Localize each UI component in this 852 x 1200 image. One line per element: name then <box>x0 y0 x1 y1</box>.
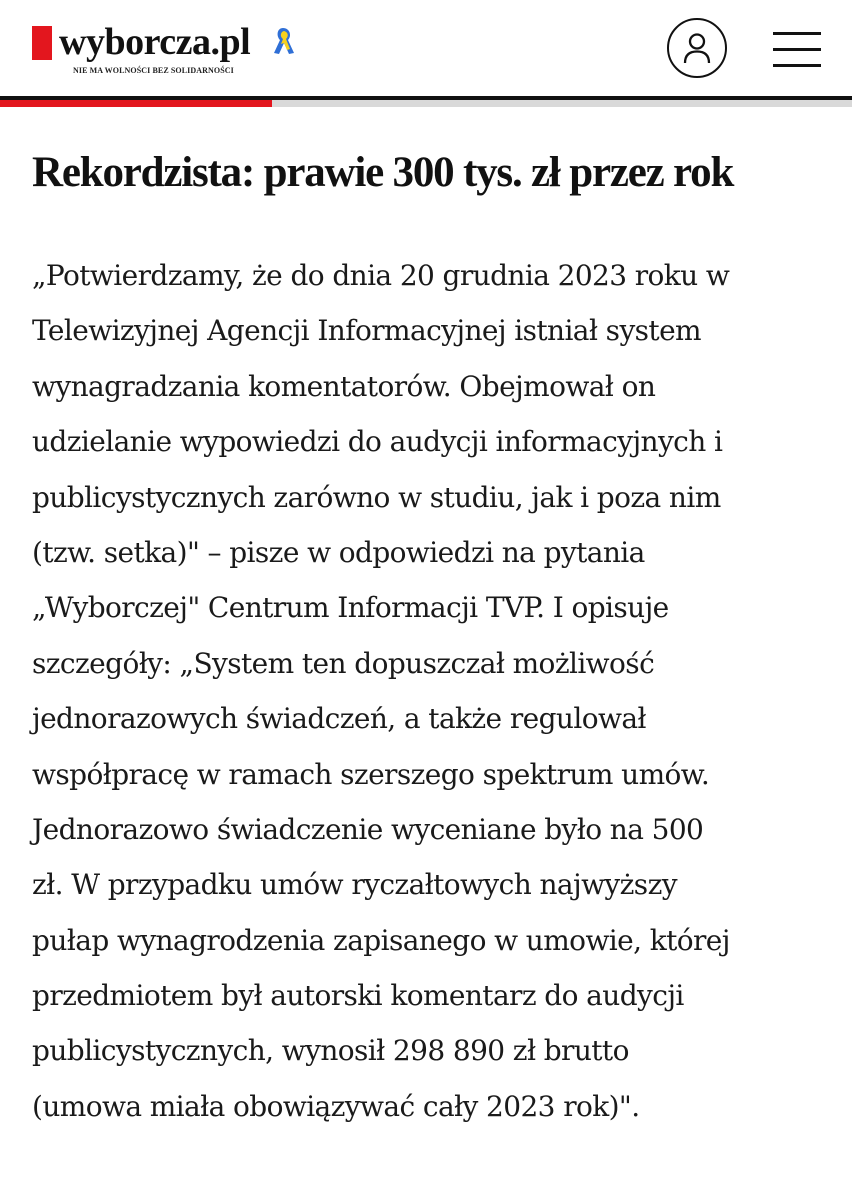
article-line: przedmiotem był autorski komentarz do audycji <box>32 979 684 1013</box>
section-accent-bar <box>0 100 272 107</box>
account-button[interactable] <box>667 18 727 78</box>
article-line: zł. W przypadku umów ryczałtowych najwyższy <box>32 868 677 902</box>
user-account-icon <box>680 31 714 65</box>
article-headline: Rekordzista: prawie 300 tys. zł przez rok <box>32 149 734 196</box>
article-line: współpracę w ramach szerszego spektrum umów. <box>32 757 710 791</box>
article-line: (umowa miała obowiązywać cały 2023 rok)". <box>32 1089 640 1123</box>
article-line: szczegóły: „System ten dopuszczał możliwość <box>32 646 655 680</box>
hamburger-menu-button[interactable] <box>773 32 821 68</box>
ukraine-ribbon-icon <box>271 26 297 56</box>
logo-wordmark: wyborcza.pl <box>59 21 251 63</box>
article-line: jednorazowych świadczeń, a także regulował <box>32 702 646 736</box>
article-line: publicystycznych zarówno w studiu, jak i poza nim <box>32 480 721 514</box>
hamburger-menu-icon <box>773 48 821 51</box>
article-line: Telewizyjnej Agencji Informacyjnej istniał system <box>32 314 702 348</box>
article-line: udzielanie wypowiedzi do audycji informacyjnych i <box>32 425 723 459</box>
logo-red-bar <box>32 26 52 60</box>
article-line: wynagradzania komentatorów. Obejmował on <box>32 369 656 403</box>
article-line: „Wyborczej" Centrum Informacji TVP. I opisuje <box>32 591 669 625</box>
section-accent-track <box>272 100 852 107</box>
article-body <box>32 248 832 1134</box>
article-line: publicystycznych, wynosił 298 890 zł brutto <box>32 1034 629 1068</box>
hamburger-menu-icon <box>773 32 821 35</box>
hamburger-menu-icon <box>773 64 821 67</box>
article-line: Jednorazowo świadczenie wyceniane było na 500 <box>32 812 704 846</box>
logo-tagline: NIE MA WOLNOŚCI BEZ SOLIDARNOŚCI <box>73 66 234 75</box>
article-line: „Potwierdzamy, że do dnia 20 grudnia 2023 roku w <box>32 259 730 292</box>
site-header <box>0 0 852 108</box>
article-line: (tzw. setka)" – pisze w odpowiedzi na pytania <box>32 535 645 569</box>
article-line: pułap wynagrodzenia zapisanego w umowie, której <box>32 923 730 957</box>
